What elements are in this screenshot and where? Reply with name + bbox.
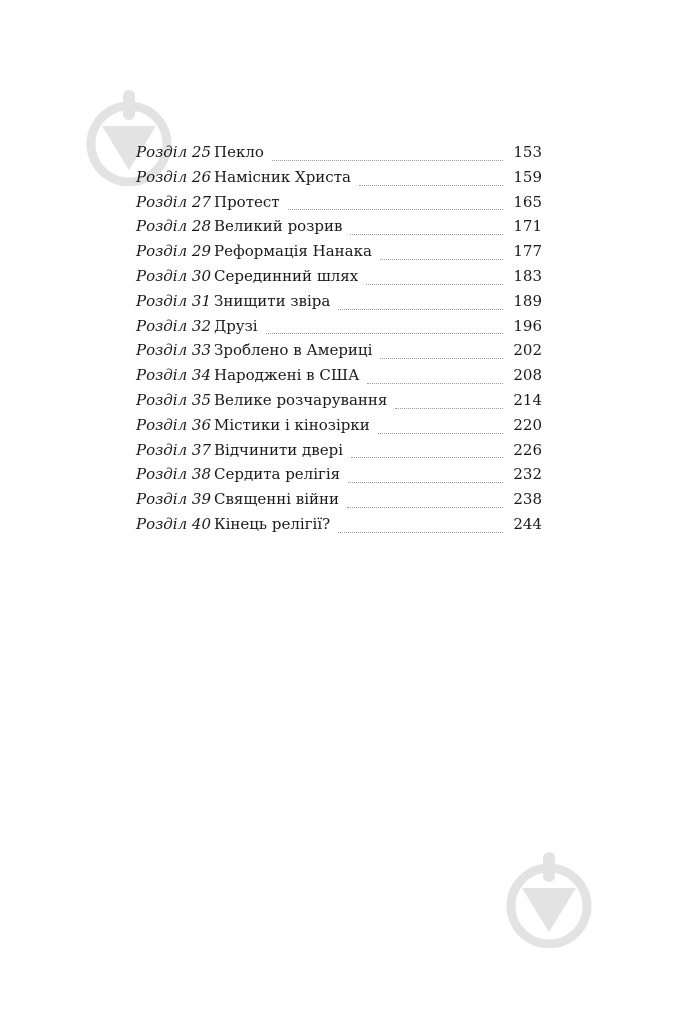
chapter-title: Зроблено в Америці: [214, 341, 373, 360]
chapter-title: Пекло: [214, 143, 264, 161]
chapter-number: Розділ 36: [136, 415, 212, 434]
page-number: 226: [513, 440, 542, 459]
toc-entry[interactable]: [136, 388, 542, 413]
chapter-title: Великий розрив: [214, 217, 343, 236]
page-number: 189: [513, 291, 542, 310]
dot-leader: [266, 332, 504, 334]
chapter-number: Розділ 28: [136, 217, 212, 236]
page-number: 232: [513, 465, 542, 484]
table-of-contents: [136, 140, 542, 537]
chapter-number: Розділ 38: [136, 465, 212, 484]
chapter-title: Намісник Христа: [214, 167, 351, 186]
page-number: 244: [513, 514, 542, 533]
chapter-number: Розділ 27: [136, 192, 212, 211]
chapter-number: Розділ 33: [136, 341, 212, 360]
dot-leader: [367, 382, 503, 384]
chapter-number: Розділ 31: [136, 291, 212, 310]
dot-leader: [348, 481, 503, 483]
page-number: 208: [513, 366, 542, 385]
page-number: 220: [513, 415, 542, 434]
toc-entry[interactable]: [136, 438, 542, 463]
chapter-title: Реформація Нанака: [214, 242, 372, 261]
chapter-number: Розділ 32: [136, 316, 212, 335]
chapter-title: Серединний шлях: [214, 266, 359, 285]
dot-leader: [338, 308, 503, 310]
dot-leader: [347, 506, 503, 508]
chapter-number: Розділ 39: [136, 490, 212, 509]
dot-leader: [338, 531, 503, 533]
page-number: 171: [513, 217, 542, 236]
page-number: 202: [513, 341, 542, 360]
dot-leader: [380, 258, 503, 260]
page-number: 196: [513, 316, 542, 335]
chapter-title: Велике розчарування: [214, 390, 388, 409]
dot-leader: [366, 283, 503, 285]
toc-entry[interactable]: [136, 190, 542, 215]
toc-entry[interactable]: [136, 314, 542, 339]
chapter-number: Розділ 37: [136, 440, 212, 459]
page-number: 177: [513, 242, 542, 261]
dot-leader: [288, 208, 504, 210]
toc-entry[interactable]: [136, 338, 542, 363]
dot-leader: [395, 407, 503, 409]
chapter-number: Розділ 35: [136, 390, 212, 409]
dot-leader: [272, 159, 503, 161]
page-number: 214: [513, 390, 542, 409]
toc-entry[interactable]: [136, 239, 542, 264]
toc-entry[interactable]: [136, 264, 542, 289]
dot-leader: [350, 233, 503, 235]
dot-leader: [380, 357, 503, 359]
toc-entry[interactable]: [136, 363, 542, 388]
chapter-number: Розділ 34: [136, 366, 212, 385]
chapter-title: Містики і кінозірки: [214, 415, 370, 434]
chapter-number: Розділ 30: [136, 266, 212, 285]
chapter-title: Священні війни: [214, 490, 340, 509]
dot-leader: [359, 184, 503, 186]
toc-entry[interactable]: [136, 140, 542, 165]
chapter-title: Кінець релігії?: [214, 514, 331, 533]
chapter-number: Розділ 25: [136, 143, 212, 161]
toc-entry[interactable]: [136, 413, 542, 438]
page-number: 153: [513, 143, 542, 161]
toc-entry[interactable]: [136, 512, 542, 537]
chapter-title: Друзі: [214, 316, 258, 335]
chapter-title: Протест: [214, 192, 280, 211]
chapter-number: Розділ 29: [136, 242, 212, 261]
chapter-number: Розділ 26: [136, 167, 212, 186]
toc-entry[interactable]: [136, 289, 542, 314]
page-number: 183: [513, 266, 542, 285]
download-arrow-icon: [504, 848, 594, 948]
toc-entry[interactable]: [136, 487, 542, 512]
toc-entry[interactable]: [136, 214, 542, 239]
chapter-title: Народжені в США: [214, 366, 360, 385]
chapter-title: Знищити звіра: [214, 291, 331, 310]
chapter-title: Відчинити двері: [214, 440, 343, 459]
dot-leader: [378, 432, 504, 434]
toc-entry[interactable]: [136, 462, 542, 487]
page-number: 165: [513, 192, 542, 211]
page-number: 238: [513, 490, 542, 509]
page-number: 159: [513, 167, 542, 186]
chapter-title: Сердита релігія: [214, 465, 341, 484]
chapter-number: Розділ 40: [136, 514, 212, 533]
dot-leader: [351, 456, 503, 458]
toc-entry[interactable]: [136, 165, 542, 190]
